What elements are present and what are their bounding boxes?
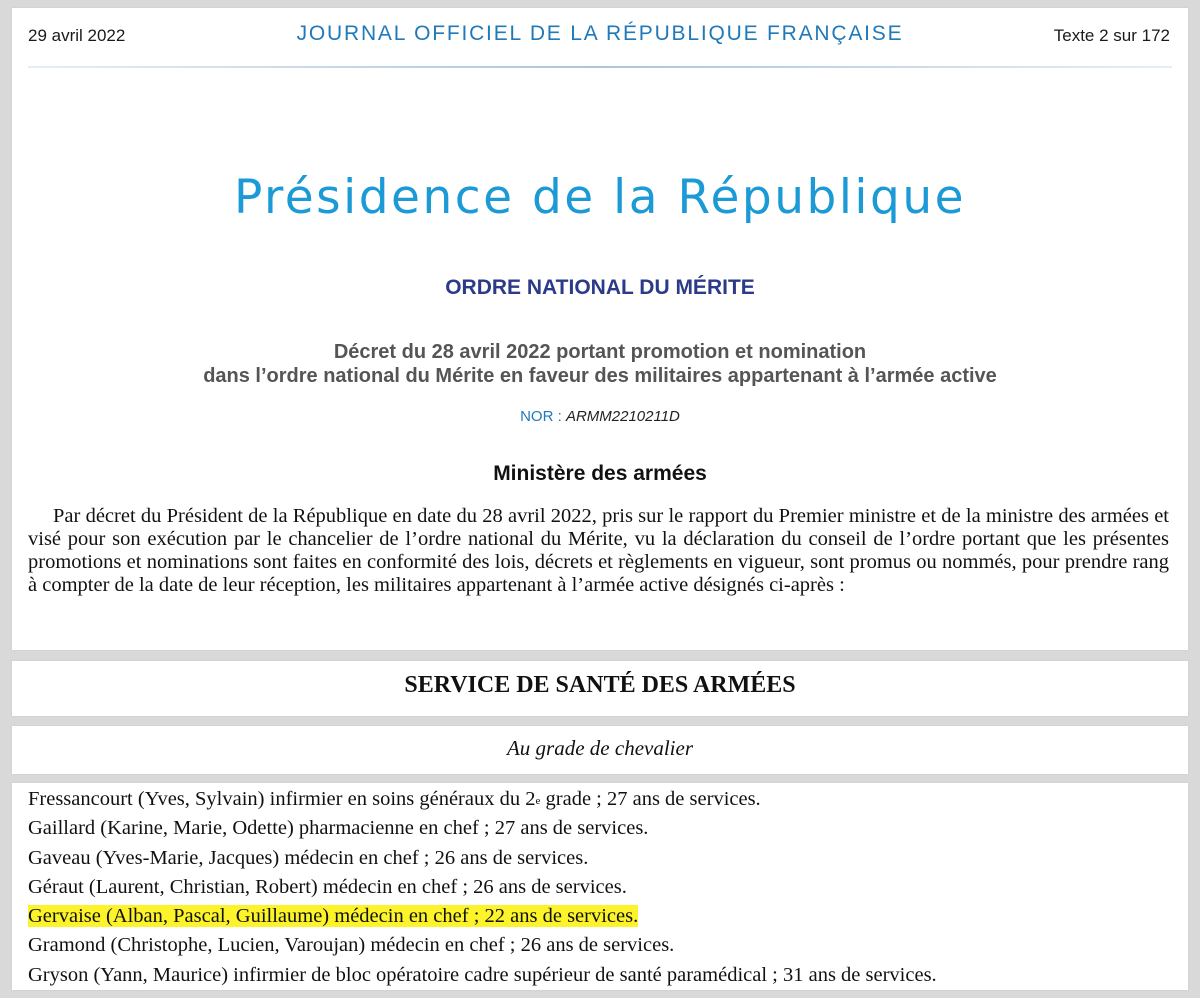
nominees-panel	[12, 783, 1188, 990]
decree-header-panel	[12, 8, 1188, 650]
nor-reference	[12, 408, 1188, 425]
list-item	[28, 961, 1178, 990]
nominee-entry-suffix: grade ; 27 ans de services.	[540, 788, 761, 810]
ministry-heading: Ministère des armées	[493, 462, 707, 485]
header-divider	[28, 66, 1172, 68]
list-item	[28, 902, 1178, 931]
list-item	[28, 931, 1178, 960]
page-title: Présidence de la République	[233, 170, 967, 225]
nominee-text	[28, 964, 937, 986]
service-panel	[12, 661, 1188, 716]
nominee-entry: Gryson (Yann, Maurice) infirmier de bloc opératoire cadre supérieur de santé paramédical ; 31 ans de services.	[28, 963, 937, 986]
journal-title: JOURNAL OFFICIEL DE LA RÉPUBLIQUE FRANÇAISE	[296, 22, 904, 45]
section-title: ORDRE NATIONAL DU MÉRITE	[445, 276, 755, 299]
list-item	[28, 814, 1178, 843]
nominee-text	[28, 905, 638, 927]
grade-panel	[12, 726, 1188, 774]
publication-date: 29 avril 2022	[28, 26, 126, 45]
nominee-entry: Gramond (Christophe, Lucien, Varoujan) médecin en chef ; 26 ans de services.	[28, 934, 675, 957]
decree-paragraph: Par décret du Président de la République en date du 28 avril 2022, pris sur le rapport du Premier ministre et de la ministre des armées et visé pour son exécution par le chancelier de l’ordre national du Mérite, vu la déclaration du conseil de l’ordre portant que les présentes promotions et nominations sont faites en conformité des lois, décrets et règlements en vigueur, sont promus ou nommés, pour prendre rang à compter de la date de leur réception, les militaires appartenant à l’armée active désignés ci-après :	[28, 505, 1169, 596]
nominee-text	[28, 817, 648, 839]
decree-title-line-2: dans l’ordre national du Mérite en faveur des militaires appartenant à l’armée active	[203, 365, 997, 387]
nominee-entry: Géraut (Laurent, Christian, Robert) médecin en chef ; 26 ans de services.	[28, 875, 627, 898]
service-heading: SERVICE DE SANTÉ DES ARMÉES	[404, 672, 796, 698]
nominee-entry: Gervaise (Alban, Pascal, Guillaume) médecin en chef ; 22 ans de services.	[28, 905, 639, 928]
grade-heading: Au grade de chevalier	[506, 736, 694, 760]
list-item	[28, 844, 1178, 873]
decree-title-line-1: Décret du 28 avril 2022 portant promotion et nomination	[333, 341, 867, 363]
nominee-text	[28, 934, 674, 956]
nominee-entry: Gaillard (Karine, Marie, Odette) pharmacienne en chef ; 27 ans de services.	[28, 817, 649, 840]
ordinal-superscript: e	[535, 795, 541, 807]
nominee-text	[28, 788, 761, 810]
decree-title	[12, 340, 1188, 388]
nominee-text	[28, 847, 588, 869]
list-item	[28, 785, 1178, 814]
nominee-entry: Fressancourt (Yves, Sylvain) infirmier en soins généraux du 2	[28, 788, 536, 810]
nominee-list	[28, 785, 1178, 990]
nor-label: NOR :	[520, 408, 566, 425]
list-item	[28, 873, 1178, 902]
nor-value: ARMM2210211D	[565, 408, 680, 425]
text-number: Texte 2 sur 172	[1053, 26, 1170, 45]
nominee-text	[28, 876, 627, 898]
nominee-entry: Gaveau (Yves-Marie, Jacques) médecin en chef ; 26 ans de services.	[28, 846, 589, 869]
